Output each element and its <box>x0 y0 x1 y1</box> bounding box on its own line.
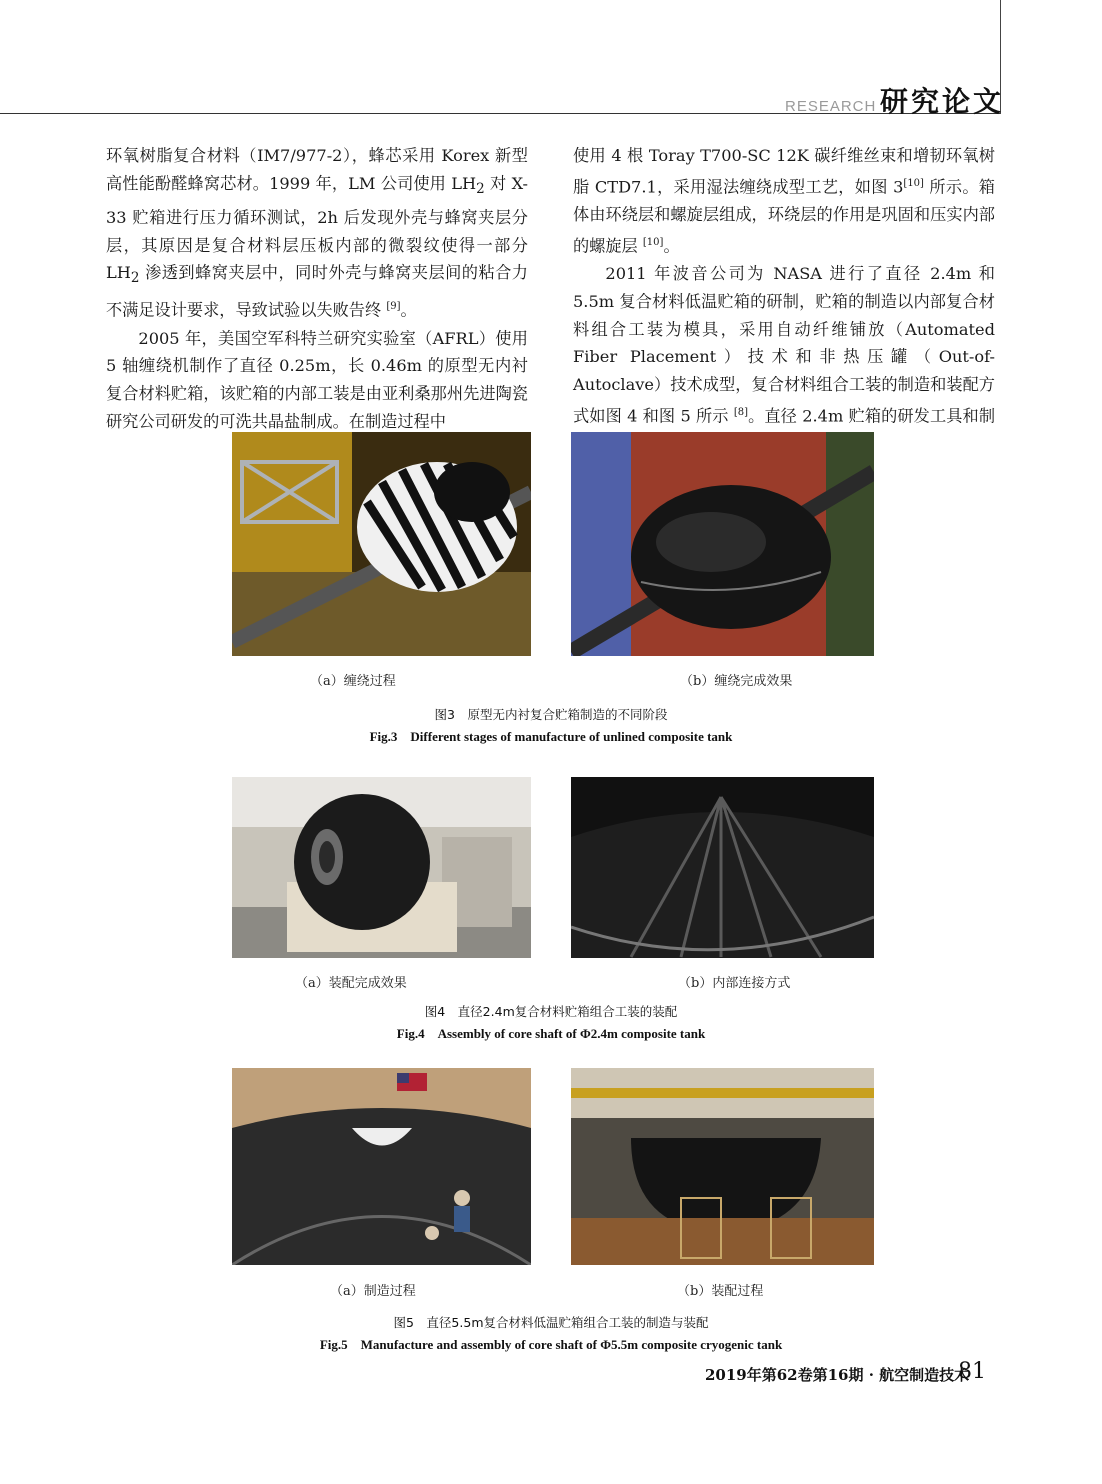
text-run: 。直径 2.4m 贮箱的研发工具和制 <box>748 406 996 426</box>
citation: [9] <box>386 301 401 313</box>
fig3-caption-en: Fig.3 Different stages of manufacture of unlined composite tank <box>369 729 733 744</box>
page-number: 81 <box>958 1359 986 1384</box>
fig5-caption-en: Fig.5 Manufacture and assembly of core shaft of Φ5.5m composite cryogenic tank <box>319 1337 783 1352</box>
text-run: 所示。箱体由环绕层和螺旋层组成，环绕层的作用是巩固和压实内部的螺旋层 <box>573 177 995 256</box>
paragraph <box>573 260 995 458</box>
fig3a-subcaption: （a）缠绕过程 <box>310 674 396 689</box>
fig4a-assembled-photo <box>232 777 531 958</box>
text-run: 使用 4 根 Toray T700-SC 12K 碳纤维丝束和增韧环氧树脂 CTD7.1，采用湿法缠绕成型工艺，如图 3 <box>573 146 995 197</box>
fig4b-internal-joint-photo <box>571 777 874 958</box>
text-run: 2011 年波音公司为 NASA 进行了直径 2.4m 和 5.5m 复合材料低温贮箱的研制，贮箱的制造以内部复合材料组合工装为模具，采用自动纤维铺放（Automated Fiber Placement）技术和非热压罐（Out-of-Autoclave）技术成型，复合材料组合工装的制造和装配方式如图 4 和图 5 所示 <box>573 263 995 426</box>
fig5b-assembly-photo <box>571 1068 874 1265</box>
fig3b-subcaption: （b）缠绕完成效果 <box>680 674 793 689</box>
text-run: 对 X-33 贮箱进行压力循环测试，2h 后发现外壳与蜂窝夹层分层，其原因是复合材料层压板内部的微裂纹使得一部分 LH <box>106 173 528 283</box>
section-label-en: RESEARCH <box>785 98 877 115</box>
paragraph <box>573 142 995 260</box>
right-column <box>573 142 995 458</box>
subscript: 2 <box>130 270 140 287</box>
text-run: 。 <box>663 236 680 256</box>
fig5b-subcaption: （b）装配过程 <box>677 1284 764 1299</box>
fig3a-winding-photo <box>232 432 531 656</box>
fig4a-subcaption: （a）装配完成效果 <box>295 976 407 991</box>
subscript: 2 <box>476 181 485 198</box>
fig5-caption-cn: 图5 直径5.5m复合材料低温贮箱组合工装的制造与装配 <box>393 1315 709 1330</box>
fig3b-wound-tank-photo <box>571 432 874 656</box>
text-run: 环氧树脂复合材料（IM7/977-2），蜂芯采用 Korex 新型高性能酚醛蜂窝芯材。1999 年，LM 公司使用 LH <box>106 146 528 193</box>
fig5a-subcaption: （a）制造过程 <box>330 1284 416 1299</box>
citation: [10] <box>642 236 664 248</box>
fig4b-subcaption: （b）内部连接方式 <box>678 976 791 991</box>
fig4-caption-en: Fig.4 Assembly of core shaft of Φ2.4m composite tank <box>396 1026 706 1041</box>
citation: [10] <box>903 177 924 189</box>
text-run: 渗透到蜂窝夹层中，同时外壳与蜂窝夹层间的粘合力不满足设计要求，导致试验以失败告终 <box>106 263 528 320</box>
fig5a-manufacture-photo <box>232 1068 531 1265</box>
paragraph: 2005 年，美国空军科特兰研究实验室（AFRL）使用 5 轴缠绕机制作了直径 0.25m，长 0.46m 的原型无内衬复合材料贮箱，该贮箱的内部工装是由亚利桑那州先进陶瓷研究公司研发的可洗共晶盐制成。在制造过程中 <box>106 328 528 432</box>
fig3-caption-cn: 图3 原型无内衬复合贮箱制造的不同阶段 <box>434 707 668 722</box>
journal-footer: 2019年第62卷第16期 · 航空制造技术 <box>705 1366 970 1384</box>
left-column <box>106 142 528 436</box>
text-run: 。 <box>400 300 417 320</box>
section-label-cn: 研究论文 <box>880 85 1005 118</box>
paragraph <box>106 142 528 325</box>
fig4-caption-cn: 图4 直径2.4m复合材料贮箱组合工装的装配 <box>424 1004 678 1019</box>
citation: [8] <box>733 406 748 418</box>
